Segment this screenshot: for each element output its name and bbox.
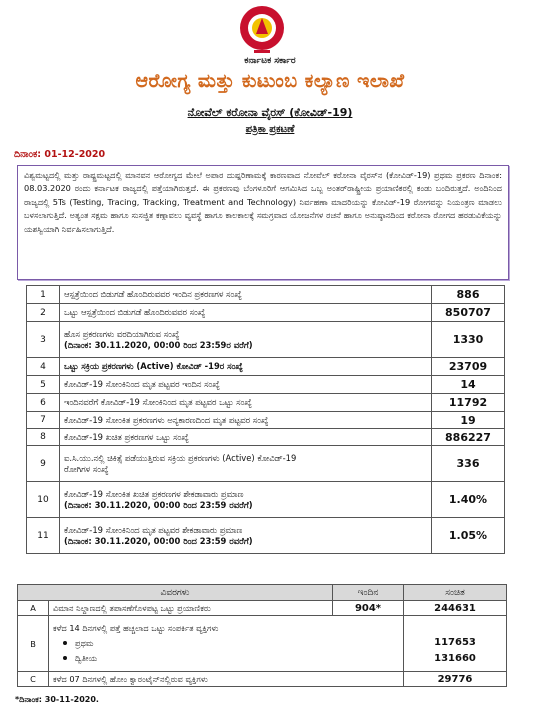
row-description: ಕೋವಿಡ್-19 ಖಚಿತ ಪ್ರಕರಣಗಳ ಒಟ್ಟು ಸಂಖ್ಯೆ [60, 429, 432, 446]
row-description-note: (ದಿನಾಂಕ: 30.11.2020, 00:00 ರಿಂದ 23:59ರ ವರೆಗೆ) [64, 339, 253, 350]
row-number: 8 [27, 429, 60, 446]
details-header-row [18, 585, 507, 601]
bullet-icon [63, 641, 67, 645]
row-label: C [18, 672, 49, 687]
press-release-title: ಪತ್ರಿಕಾ ಪ್ರಕಟಣೆ [245, 124, 295, 135]
row-cumulative-value: 244631 [404, 601, 507, 616]
table-row [18, 601, 507, 616]
row-number: 11 [27, 518, 60, 554]
table-row [27, 322, 505, 358]
row-number: 4 [27, 358, 60, 376]
row-description [60, 482, 432, 518]
stats-table [26, 285, 505, 554]
details-table [17, 584, 507, 687]
row-description [60, 446, 432, 482]
list-item [53, 651, 399, 666]
department-title: ಆರೋಗ್ಯ ಮತ್ತು ಕುಟುಂಬ ಕಲ್ಯಾಣ ಇಲಾಖೆ [135, 70, 405, 92]
intro-paragraph: ವಿಶ್ವಮಟ್ಟದಲ್ಲಿ ಮತ್ತು ರಾಷ್ಟ್ರಮಟ್ಟದಲ್ಲಿ ಮಾನವನ ಆರೋಗ್ಯದ ಮೇಲೆ ಅಪಾರ ದುಷ್ಪರಿಣಾಮಕ್ಕೆ ಕಾರಣವಾದ ನೋವೆಲ್ ಕರೋನಾ ವೈರಸ್‌ನ (ಕೋವಿಡ್-19) ಪ್ರಥಮ ಪ್ರಕರಣ ದಿನಾಂಕ: 08.03.2020 ರಂದು ಕರ್ನಾಟಕ ರಾಜ್ಯದಲ್ಲಿ ಪತ್ತೆಯಾಗಿರುತ್ತದೆ. ಈ ಪ್ರಕರಣವು ಬೆಂಗಳೂರಿಗೆ ಆಗಮಿಸಿದ ಒಬ್ಬ ಅಂತರ್‌ರಾಷ್ಟ್ರೀಯ ಪ್ರಯಾಣಿಕರಲ್ಲಿ ಕಂಡು ಬಂದಿರುತ್ತದೆ. ಅಂದಿನಿಂದ ರಾಜ್ಯದಲ್ಲಿ 5Ts (Testing, Tracing, Tracking, Treatment and Technology) ನಿರ್ವಹಣಾ ಮಾದರಿಯನ್ನು ಕೋವಿಡ್-19 ರೋಗವನ್ನು ನಿಯಂತ್ರಣ ಮಾಡಲು ಬಳಸಲಾಗುತ್ತಿದೆ. ಅತ್ಯಂತ ಸಕ್ಷಮ ಹಾಗೂ ಸುಸಜ್ಜಿತ ಕಣ್ಗಾವಲು ವ್ಯವಸ್ಥೆ ಹಾಗೂ ಕಾಲಕಾಲಕ್ಕೆ ಸಮಗ್ರವಾದ ಯೋಜನೆಗಳ ರಚನೆ ಹಾಗೂ ಅನುಷ್ಠಾನದಿಂದ ಕರೋನಾ ರೋಗದ ಹರಡುವಿಕೆಯನ್ನು ಯಶಸ್ವಿಯಾಗಿ ನಿರ್ವಹಿಸಲಾಗುತ್ತಿದೆ. [17, 165, 509, 280]
table-row [27, 376, 505, 394]
table-row [27, 286, 505, 304]
row-description-main: ಕೋವಿಡ್-19 ಸೋಂಕಿತ ಖಚಿತ ಪ್ರಕರಣಗಳ ಶೇಕಡಾವಾರು ಪ್ರಮಾಣ [64, 488, 244, 499]
header-today: ಇಂದಿನ [333, 585, 404, 601]
list-item [53, 636, 399, 651]
row-description-note: (ದಿನಾಂಕ: 30.11.2020, 00:00 ರಿಂದ 23:59 ರವರೆಗೆ) [64, 535, 253, 546]
row-description [49, 616, 404, 672]
row-description-main: ಕೋವಿಡ್-19 ಸೋಂಕಿನಿಂದ ಮೃತ ಪಟ್ಟವರ ಶೇಕಡಾವಾರು ಪ್ರಮಾಣ [64, 524, 243, 535]
row-description: ವಿಮಾನ ನಿಲ್ದಾಣದಲ್ಲಿ ತಪಾಸಣೆಗೊಳಪಟ್ಟ ಒಟ್ಟು ಪ್ರಯಾಣಿಕರು [49, 601, 333, 616]
row-value: 850707 [432, 304, 505, 322]
header-cumulative: ಸಂಚಿತ [404, 585, 507, 601]
row-value: 886227 [432, 429, 505, 446]
row-value: 23709 [432, 358, 505, 376]
row-description-note: (ದಿನಾಂಕ: 30.11.2020, 00:00 ರಿಂದ 23:59 ರವರೆಗೆ) [64, 499, 253, 510]
date-label: ದಿನಾಂಕ: [14, 149, 42, 160]
row-value: 19 [432, 412, 505, 429]
secondary-label: ದ್ವಿತೀಯ [75, 653, 98, 663]
subject-title: ನೋವೆಲ್ ಕರೋನಾ ವೈರಸ್ (ಕೋವಿಡ್-19) [187, 106, 353, 119]
row-number: 6 [27, 394, 60, 412]
header-details: ವಿವರಗಳು [18, 585, 333, 601]
row-number: 1 [27, 286, 60, 304]
table-row [27, 412, 505, 429]
row-value: 1330 [432, 322, 505, 358]
row-description-main: ಐ.ಸಿ.ಯು.ನಲ್ಲಿ ಚಿಕಿತ್ಸೆ ಪಡೆಯುತ್ತಿರುವ ಸಕ್ರಿಯ ಪ್ರಕರಣಗಳು (Active) ಕೋವಿಡ್-19 [64, 452, 297, 463]
row-description-note: ರೋಗಿಗಳ ಸಂಖ್ಯೆ [64, 463, 109, 474]
row-description: ಕಳೆದ 07 ದಿನಗಳಲ್ಲಿ ಹೋಂ ಕ್ವಾರಂಟೈನ್‌ನಲ್ಲಿರುವ ವ್ಯಕ್ತಿಗಳು [49, 672, 404, 687]
row-number: 3 [27, 322, 60, 358]
secondary-value: 131660 [434, 653, 476, 664]
table-row [27, 429, 505, 446]
footnote: *ದಿನಾಂಕ: 30-11-2020. [15, 695, 99, 704]
row-label: B [18, 616, 49, 672]
row-cumulative-values [404, 616, 507, 672]
row-description-main: ಕಳೆದ 14 ದಿನಗಳಲ್ಲಿ ಪತ್ತೆ ಹಚ್ಚಲಾದ ಒಟ್ಟು ಸಂಪರ್ಕಿತ ವ್ಯಕ್ತಿಗಳು [53, 623, 219, 633]
row-description-main: ಹೊಸ ಪ್ರಕರಣಗಳು ವರದಿಯಾಗಿರುವ ಸಂಖ್ಯೆ [64, 328, 180, 339]
row-label: A [18, 601, 49, 616]
row-number: 5 [27, 376, 60, 394]
table-row [27, 358, 505, 376]
table-row [27, 446, 505, 482]
row-value: 1.40% [432, 482, 505, 518]
primary-value: 117653 [434, 637, 476, 648]
row-value: 336 [432, 446, 505, 482]
table-row [27, 518, 505, 554]
row-cumulative-value: 29776 [404, 672, 507, 687]
karnataka-emblem-icon [232, 4, 292, 54]
row-value: 886 [432, 286, 505, 304]
bullet-icon [63, 656, 67, 660]
table-row [18, 616, 507, 672]
row-description: ಒಟ್ಟು ಸಕ್ರಿಯ ಪ್ರಕರಣಗಳು (Active) ಕೋವಿಡ್ -19ರ ಸಂಖ್ಯೆ [60, 358, 432, 376]
row-description [60, 322, 432, 358]
row-number: 9 [27, 446, 60, 482]
table-row [18, 672, 507, 687]
row-number: 2 [27, 304, 60, 322]
row-value: 11792 [432, 394, 505, 412]
row-value: 1.05% [432, 518, 505, 554]
primary-label: ಪ್ರಥಮ [75, 638, 94, 648]
release-date [14, 149, 105, 160]
row-description [60, 518, 432, 554]
row-number: 10 [27, 482, 60, 518]
table-row [27, 482, 505, 518]
row-value: 14 [432, 376, 505, 394]
row-description: ಕೋವಿಡ್-19 ಸೋಂಕಿನಿಂದ ಮೃತ ಪಟ್ಟವರ ಇಂದಿನ ಸಂಖ್ಯೆ [60, 376, 432, 394]
row-number: 7 [27, 412, 60, 429]
row-description: ಕೋವಿಡ್-19 ಸೋಂಕಿತ ಪ್ರಕರಣಗಳು ಅನ್ಯಕಾರಣದಿಂದ ಮೃತ ಪಟ್ಟವರ ಸಂಖ್ಯೆ [60, 412, 432, 429]
row-description: ಆಸ್ಪತ್ರೆಯಿಂದ ಬಿಡುಗಡೆ ಹೊಂದಿರುವವರ ಇಂದಿನ ಪ್ರಕರಣಗಳ ಸಂಖ್ಯೆ [60, 286, 432, 304]
date-value: 01-12-2020 [44, 149, 106, 160]
table-row [27, 304, 505, 322]
row-description: ಇಂದಿನವರೆಗೆ ಕೋವಿಡ್-19 ಸೋಂಕಿನಿಂದ ಮೃತ ಪಟ್ಟವರ ಒಟ್ಟು ಸಂಖ್ಯೆ [60, 394, 432, 412]
government-title: ಕರ್ನಾಟಕ ಸರ್ಕಾರ [244, 56, 296, 66]
row-today-value: 904* [333, 601, 404, 616]
row-description: ಒಟ್ಟು ಆಸ್ಪತ್ರೆಯಿಂದ ಬಿಡುಗಡೆ ಹೊಂದಿರುವವರ ಸಂಖ್ಯೆ [60, 304, 432, 322]
table-row [27, 394, 505, 412]
